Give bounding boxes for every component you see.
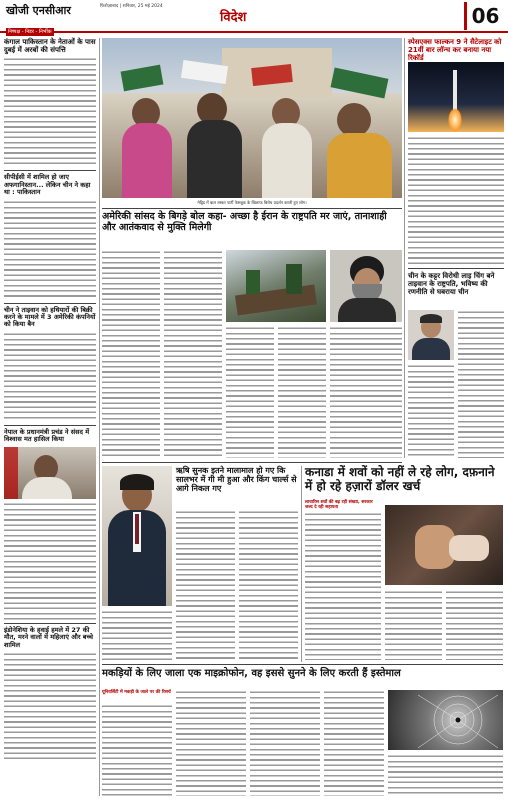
divider	[102, 208, 402, 209]
rishi-sunak-photo	[102, 466, 172, 606]
brand-name: खोजी एनसीआर	[6, 4, 71, 17]
lead-headline: अमेरिकी सांसद के बिगड़े बोल कहा- अच्छा है ईरान के राष्ट्रपति मर जाएं, तानाशाही और आतंकवाद से मुक्ति मिलेगी	[102, 211, 387, 233]
column-rule	[404, 38, 405, 458]
spider-body-col2	[176, 690, 246, 796]
lai-ching-photo	[408, 310, 454, 360]
taiwan-president-headline: चीन के कट्टर विरोधी लाइ चिंग बने ताइवान के राष्ट्रपति, भविष्य की रणनीति से घबराया चीन	[408, 272, 495, 297]
left-column	[4, 38, 96, 796]
divider	[102, 462, 402, 463]
story-china-taiwan-arms-body	[4, 332, 96, 422]
brand-block	[6, 3, 94, 37]
spacex-headline: स्पेसएक्स फाल्कन 9 ने सैटेलाइट को 21वीं बार लॉन्च कर बनाया नया रिकॉर्ड	[408, 38, 502, 63]
divider	[4, 303, 96, 304]
spider-subhead: यूनिवर्सिटी में मकड़ी के जाले पर की रिसर्च	[102, 690, 171, 695]
spider-web-photo	[388, 690, 503, 750]
rishi-sunak-headline: ऋषि सुनक इतने मालामाल हो गए कि सालभर में गी मी हुआ और किंग चार्ल्स से आगे निकल गए	[176, 466, 297, 494]
story-nepal-body	[4, 502, 96, 620]
masthead	[0, 0, 508, 33]
spacex-body	[408, 136, 504, 264]
spider-body-col5	[388, 754, 503, 796]
canada-body-col3	[446, 590, 503, 660]
taiwan-president-body-col0	[408, 364, 454, 458]
column-rule	[301, 466, 302, 662]
canada-body-col2	[385, 590, 442, 660]
page-number: 06	[464, 2, 504, 30]
lead-body-col5	[330, 326, 402, 458]
taiwan-president-body-col1	[458, 310, 504, 458]
divider	[102, 664, 503, 665]
story-pakistan-dubai-headline: कंगाल पाकिस्तान के नेताओं के पास दुबई में अरबों की संपत्ति	[4, 38, 96, 55]
story-indonesia-body	[4, 652, 96, 762]
section-title: विदेश	[220, 10, 247, 25]
story-nepal-headline: नेपाल के प्रधानमंत्री प्रचंड ने संसद में विश्वास मत हासिल किया	[4, 427, 90, 444]
rishi-sunak-body-col0	[102, 610, 172, 660]
protest-photo	[102, 38, 402, 198]
rishi-sunak-body-col1	[176, 510, 235, 660]
canada-hand-photo	[385, 505, 503, 585]
lead-body-col1	[102, 250, 160, 458]
crash-site-photo	[226, 250, 326, 322]
date-line: फ़िरोज़ाबाद | शनिवार, 25 मई 2024	[100, 4, 163, 9]
spider-body-col3	[250, 690, 320, 796]
iran-president-photo	[330, 250, 402, 322]
spider-body-col4	[324, 690, 384, 796]
divider	[4, 170, 96, 171]
column-rule	[99, 38, 100, 796]
nepal-pm-photo	[4, 447, 96, 499]
story-pakistan-dubai-body	[4, 57, 96, 167]
story-cpec-body	[4, 200, 96, 300]
spacex-launch-photo	[408, 62, 504, 132]
protest-photo-caption: मेड्रिड में बाल तस्कर पार्टी फेसबुक के खिलाफ बिरोध प्रदर्शन करती हुए लोग।	[197, 200, 307, 205]
divider	[4, 425, 96, 426]
canada-body-col1	[305, 512, 381, 660]
story-china-taiwan-arms-headline: चीन ने ताइवान को हथियारों की बिक्री करने के मामले में 3 अमेरिकी कंपनियों को किया बैन	[4, 305, 96, 329]
divider	[4, 623, 96, 624]
canada-subhead: लावारिस शवों की बढ़ रही संख्या, सरकार जल्द दे रही सहायता	[305, 500, 373, 511]
story-indonesia-headline: इंडोनेशिया के हवाई हमले में 27 की मौत, मरने वालों में महिलाएं और बच्चे शामिल	[4, 625, 94, 649]
canada-headline: कनाडा में शवों को नहीं ले रहे लोग, दफ़नाने में हो रहे हज़ारों डॉलर खर्च	[305, 465, 495, 493]
spider-body-col1	[102, 704, 172, 796]
lead-body-col2	[164, 250, 222, 458]
lead-body-col3	[226, 326, 274, 458]
divider	[408, 268, 504, 269]
spider-web-graphic	[388, 690, 503, 750]
story-cpec-headline: सीपीईसी में शामिल हो जाए अफगानिस्तान... लेकिन चीन ने कहा था : पाकिस्तान	[4, 173, 91, 197]
spider-headline: मकड़ियों के लिए जाला एक माइक्रोफोन, वह इससे सुनने के लिए करती हैं इस्तेमाल	[102, 668, 401, 679]
lead-body-col4	[278, 326, 326, 458]
brand-tagline: निष्पक्ष - निडर - निर्भीक	[8, 29, 52, 35]
rishi-sunak-body-col2	[239, 510, 298, 660]
